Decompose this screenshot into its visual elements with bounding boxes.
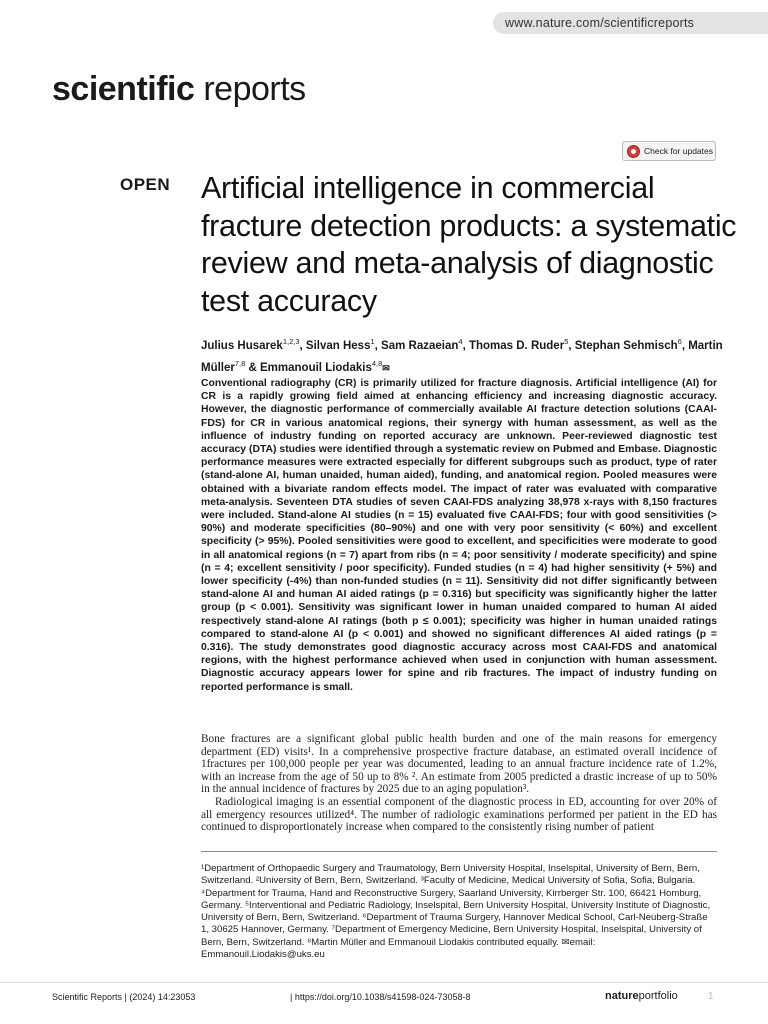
body-text	[201, 733, 717, 834]
author-name[interactable]: Sam Razaeian	[381, 339, 459, 352]
article-title: Artificial intelligence in commercial fracture detection products: a systematic review and meta-analysis of diagnostic test accuracy	[201, 171, 737, 318]
author-affiliation-marker: 4	[458, 337, 463, 346]
author-list: Julius Husarek$^{1,2,3}$, Silvan Hess$^1$, Sam Razaeian$^4$, Thomas D. Ruder$^5$, Stephan Sehmisch$^6$, Martin Müller$^{7,8}$ & Emmanouil Liodakis$^{4,8}$✉	[201, 337, 723, 374]
author-name[interactable]: Thomas D. Ruder	[468, 339, 565, 352]
author-affiliation-marker: 6	[677, 337, 682, 346]
publisher-logo-bold: nature	[605, 990, 639, 1002]
author-affiliation-marker: 4,8	[371, 358, 383, 368]
author-affiliation-marker: 1,2,3	[282, 337, 300, 346]
author-affiliation-marker: 5	[564, 337, 569, 346]
email-icon[interactable]: ✉	[382, 362, 390, 373]
author-name[interactable]: Martin Müller	[201, 339, 723, 374]
open-access-label: OPEN	[120, 175, 171, 194]
publisher-logo	[605, 990, 678, 1002]
body-paragraph: Radiological imaging is an essential component of the diagnostic process in ED, accounting for over 20% of all emergency resources utilized⁴. The number of radiologic examinations performed per patient in the ED has continued to disproportionately increase when compared to the consistently rising number of patient	[201, 795, 717, 834]
author-affiliation-marker: 7,8	[234, 358, 246, 368]
abstract: Conventional radiography (CR) is primarily utilized for fracture diagnosis. Artificial intelligence (AI) for CR is a rapidly growing field aimed at enhancing efficiency and increasing diagnostic accuracy. However, the diagnostic performance of commercially available AI fracture detection solutions (CAAI-FDS) for CR in various anatomical regions, their synergy with human assessment, as well as the influence of industry funding on reported accuracy are unknown. Peer-reviewed diagnostic test accuracy (DTA) studies were identified through a systematic review on Pubmed and Embase. Diagnostic performance measures were extracted especially for different subgroups such as product, type of rater (stand-alone AI, human unaided, human aided), funding, and anatomical region. Pooled measures were obtained with a bivariate random effects model. The impact of rater was evaluated with comparative meta-analysis. Seventeen DTA studies of seven CAAI-FDS analyzing 38,978 x-rays with 8,150 fractures were included. Stand-alone AI studies (n = 15) evaluated five CAAI-FDS; four with good sensitivities (> 90%) and moderate specificities (80–90%) and one with very poor sensitivity (< 60%) and excellent specificity (> 95%). Pooled sensitivities were good to excellent, and specificities were moderate to good in all anatomical regions (n = 7) apart from ribs (n = 4; poor sensitivity / moderate specificity) and spine (n = 4; excellent sensitivity / poor specificity). Funded studies (n = 4) had higher sensitivity (+ 5%) and lower specificity (-4%) than non-funded studies (n = 11). Sensitivity did not differ significantly between stand-alone AI and human AI aided ratings (p = 0.316) but specificity was significantly higher the latter group (p < 0.001). Sensitivity was significant lower in human unaided compared to human AI aided respectively stand-alone AI ratings (both p ≤ 0.001); specificity was higher in human unaided ratings compared to stand-alone AI (p < 0.001) and showed no significant differences AI aided ratings (p = 0.316). The study demonstrates good diagnostic accuracy across most CAAI-FDS and anatomical regions, with the highest performance achieved when used in conjunction with human assessment. Diagnostic accuracy appears lower for spine and rib fractures. The impact of industry funding on reported performance is small.	[201, 378, 717, 693]
journal-logo-regular: reports	[194, 70, 306, 108]
page-number: 1	[708, 991, 714, 1002]
journal-logo	[52, 70, 306, 109]
author-name[interactable]: Emmanouil Liodakis	[260, 361, 372, 374]
journal-url[interactable]: www.nature.com/scientificreports	[505, 16, 695, 30]
page-footer	[0, 988, 768, 1008]
check-for-updates-label: Check for updates	[644, 146, 713, 156]
affiliations: ¹Department of Orthopaedic Surgery and Traumatology, Bern University Hospital, Inselspital, University of Bern, Bern, Switzerland. ²University of Bern, Bern, Switzerland. ³Faculty of Medicine, Medical University of Sofia, Sofia, Bulgaria. ⁴Department for Trauma, Hand and Reconstructive Surgery, Saarland University, Kirrberger Str. 100, 66421 Homburg, Germany. ⁵Interventional and Pediatric Radiology, Inselspital, Bern University Hospital, University Institute of Diagnostic, University of Bern, Bern, Switzerland. ⁶Department of Trauma Surgery, Hannover Medical School, Carl-Neuberg-Straße 1, 30625 Hannover, Germany. ⁷Department of Emergency Medicine, Bern University Hospital, Inselspital, University of Bern, Bern, Switzerland. ⁸Martin Müller and Emmanouil Liodakis contributed equally. ✉email: Emmanouil.Liodakis@uks.eu	[201, 863, 711, 961]
journal-url-bar[interactable]	[493, 12, 768, 34]
author-name[interactable]: Silvan Hess	[305, 339, 371, 352]
publisher-logo-regular: portfolio	[638, 990, 678, 1002]
author-name[interactable]: Julius Husarek	[201, 339, 283, 352]
journal-logo-bold: scientific	[52, 70, 195, 108]
author-name[interactable]: Stephan Sehmisch	[574, 339, 678, 352]
body-paragraph: Bone fractures are a significant global public health burden and one of the main reasons for emergency department (ED) visits¹. In a comprehensive prospective fracture database, an estimated overall incidence of 1fractures per 100,000 people per year was documented, leading to an annual fracture incidence rate of 1.2%, with an increase from the age of 50 up to 8% ². An estimate from 2005 predicted a drastic increase of up to 50% in the annual incidence of fractures by 2025 due to an aging population³.	[201, 733, 717, 796]
crossmark-icon	[627, 145, 640, 158]
check-for-updates-button[interactable]	[622, 141, 716, 161]
footer-doi-link[interactable]: | https://doi.org/10.1038/s41598-024-73058-8	[290, 992, 471, 1002]
footnote-divider	[201, 851, 717, 852]
footer-divider	[0, 982, 768, 983]
author-affiliation-marker: 1	[370, 337, 375, 346]
footer-journal: Scientific Reports | (2024) 14:23053	[52, 992, 196, 1002]
